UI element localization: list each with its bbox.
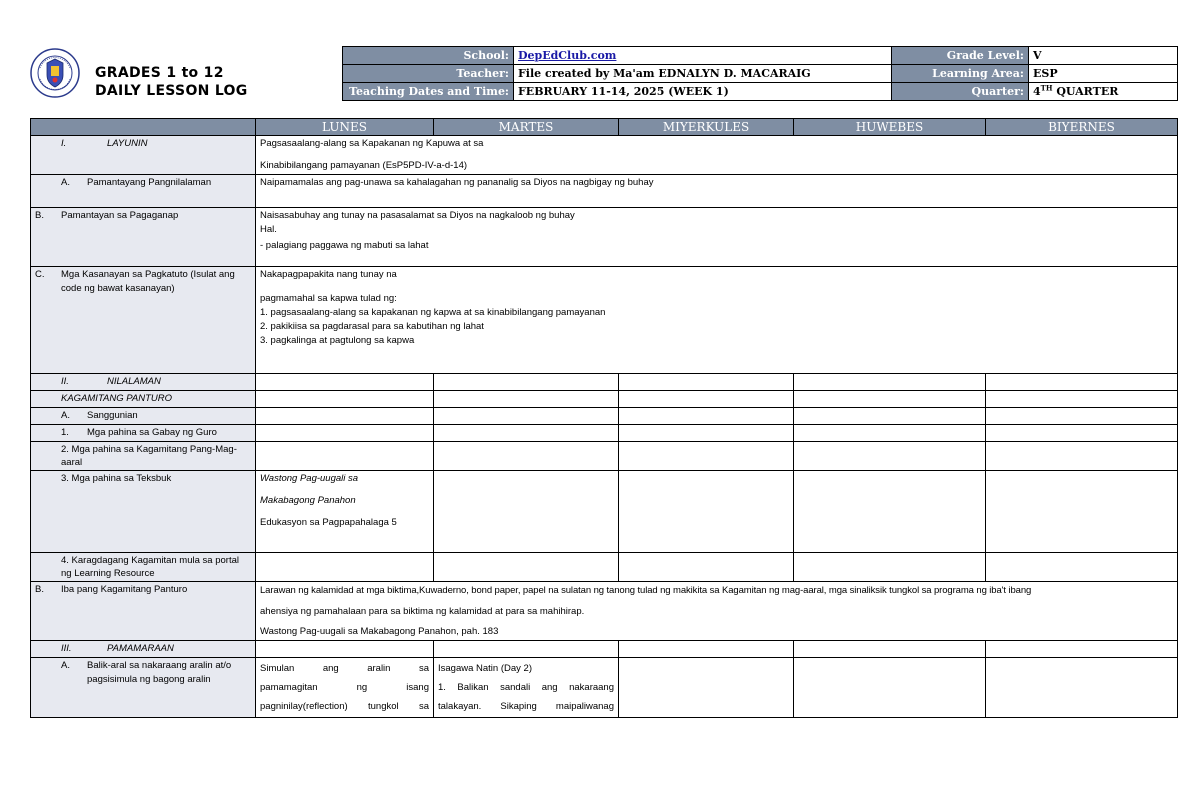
grade-level-value: V bbox=[1029, 47, 1178, 65]
page-title bbox=[95, 64, 248, 100]
lesson-log-table bbox=[30, 118, 1178, 718]
nilalaman-martes bbox=[434, 374, 619, 391]
quarter-value: 4TH QUARTER bbox=[1029, 83, 1178, 101]
day-header-row bbox=[31, 119, 1178, 136]
table-row bbox=[31, 658, 1178, 718]
layunin-content: Pagsasaalang-alang sa Kapakanan ng Kapuwa at sa Kinabibilangang pamayanan (EsP5PD-IV-a-d-14) bbox=[256, 136, 1178, 175]
teksbuk-lunes: Wastong Pag-uugali sa Makabagong Panahon Edukasyon sa Pagpapahalaga 5 bbox=[256, 471, 434, 553]
nilalaman-biyernes bbox=[986, 374, 1178, 391]
row-label-sanggunian: A. Sanggunian bbox=[31, 408, 256, 425]
day-header-martes: MARTES bbox=[434, 119, 619, 136]
title-line-grades: GRADES 1 to 12 bbox=[95, 65, 224, 81]
school-value bbox=[514, 47, 892, 65]
quarter-label: Quarter: bbox=[892, 83, 1029, 101]
row-label-kagamitang-pang: 2. Mga pahina sa Kagamitang Pang-Mag-aaral bbox=[31, 442, 256, 471]
nilalaman-miyerkules bbox=[619, 374, 794, 391]
kasanayan-content: Nakapagpapakita nang tunay na pagmamahal sa kapwa tulad ng: 1. pagsasaalang-alang sa kapakanan ng kapwa at sa kinabibilangang pamayanan 2. pakikiisa sa pagdarasal para sa kabutihan ng lahat 3. pagkalinga at pagtulong sa kapwa bbox=[256, 267, 1178, 374]
table-row bbox=[31, 425, 1178, 442]
table-row bbox=[31, 553, 1178, 582]
learning-area-label: Learning Area: bbox=[892, 65, 1029, 83]
pagganap-content: Naisasabuhay ang tunay na pasasalamat sa Diyos na nagkaloob ng buhay Hal. - palagiang paggawa ng mabuti sa lahat bbox=[256, 208, 1178, 267]
grade-level-label: Grade Level: bbox=[892, 47, 1029, 65]
day-header-lunes: LUNES bbox=[256, 119, 434, 136]
row-label-nilalaman: II. NILALAMAN bbox=[31, 374, 256, 391]
title-line-dll: DAILY LESSON LOG bbox=[95, 83, 248, 99]
school-link[interactable]: DepEdClub.com bbox=[518, 49, 617, 62]
day-header-biyernes: BIYERNES bbox=[986, 119, 1178, 136]
row-label-teksbuk: 3. Mga pahina sa Teksbuk bbox=[31, 471, 256, 553]
deped-seal-logo bbox=[30, 48, 80, 98]
row-label-layunin: I. LAYUNIN bbox=[31, 136, 256, 175]
learning-area-value: ESP bbox=[1029, 65, 1178, 83]
info-table bbox=[342, 46, 1178, 101]
row-label-kagamitan: KAGAMITANG PANTURO bbox=[31, 391, 256, 408]
row-label-pamamaraan: III. PAMAMARAAN bbox=[31, 641, 256, 658]
table-row bbox=[31, 641, 1178, 658]
row-label-balik-aral: A. Balik-aral sa nakaraang aralin at/o pagsisimula ng bagong aralin bbox=[31, 658, 256, 718]
table-row bbox=[31, 136, 1178, 175]
table-row bbox=[31, 374, 1178, 391]
header-blank-cell bbox=[31, 119, 256, 136]
nilalaman-lunes bbox=[256, 374, 434, 391]
row-label-kasanayan: C. Mga Kasanayan sa Pagkatuto (Isulat ang code ng bawat kasanayan) bbox=[31, 267, 256, 374]
nilalaman-huwebes bbox=[794, 374, 986, 391]
row-label-pangnilalaman: A. Pamantayang Pangnilalaman bbox=[31, 175, 256, 208]
pangnilalaman-content: Naipamamalas ang pag-unawa sa kahalagahan ng pananalig sa Diyos na nagbigay ng buhay bbox=[256, 175, 1178, 208]
table-row bbox=[31, 208, 1178, 267]
row-label-karagdagang: 4. Karagdagang Kagamitan mula sa portal ng Learning Resource bbox=[31, 553, 256, 582]
row-label-gabay: 1. Mga pahina sa Gabay ng Guro bbox=[31, 425, 256, 442]
iba-pang-content: Larawan ng kalamidad at mga biktima,Kuwaderno, bond paper, papel na sulatan ng tanong tulad ng makikita sa Kagamitan ng mag-aaral, mga sinaliksik tungkol sa programa ng iba't ibang ahensiya ng pamahalaan para sa biktima ng kalamidad at para sa mahihirap. Wastong Pag-uugali sa Makabagong Panahon, pah. 183 bbox=[256, 582, 1178, 641]
school-label: School: bbox=[343, 47, 514, 65]
table-row bbox=[31, 442, 1178, 471]
table-row bbox=[31, 408, 1178, 425]
teaching-dates-value: FEBRUARY 11-14, 2025 (WEEK 1) bbox=[514, 83, 892, 101]
balik-aral-martes: Isagawa Natin (Day 2) 1. Balikan sandali ang nakaraang talakayan. Sikaping maipaliwanag bbox=[434, 658, 619, 718]
teacher-value: File created by Ma'am EDNALYN D. MACARAIG bbox=[514, 65, 892, 83]
day-header-huwebes: HUWEBES bbox=[794, 119, 986, 136]
balik-aral-lunes: Simulan ang aralin sa pamamagitan ng isang pagninilay(reflection) tungkol sa bbox=[256, 658, 434, 718]
day-header-miyerkules: MIYERKULES bbox=[619, 119, 794, 136]
teacher-label: Teacher: bbox=[343, 65, 514, 83]
table-row bbox=[31, 267, 1178, 374]
table-row bbox=[31, 582, 1178, 641]
table-row bbox=[31, 391, 1178, 408]
row-label-pagganap: B. Pamantayan sa Pagaganap bbox=[31, 208, 256, 267]
table-row bbox=[31, 471, 1178, 553]
teaching-dates-label: Teaching Dates and Time: bbox=[343, 83, 514, 101]
table-row bbox=[31, 175, 1178, 208]
row-label-iba-pang: B. Iba pang Kagamitang Panturo bbox=[31, 582, 256, 641]
